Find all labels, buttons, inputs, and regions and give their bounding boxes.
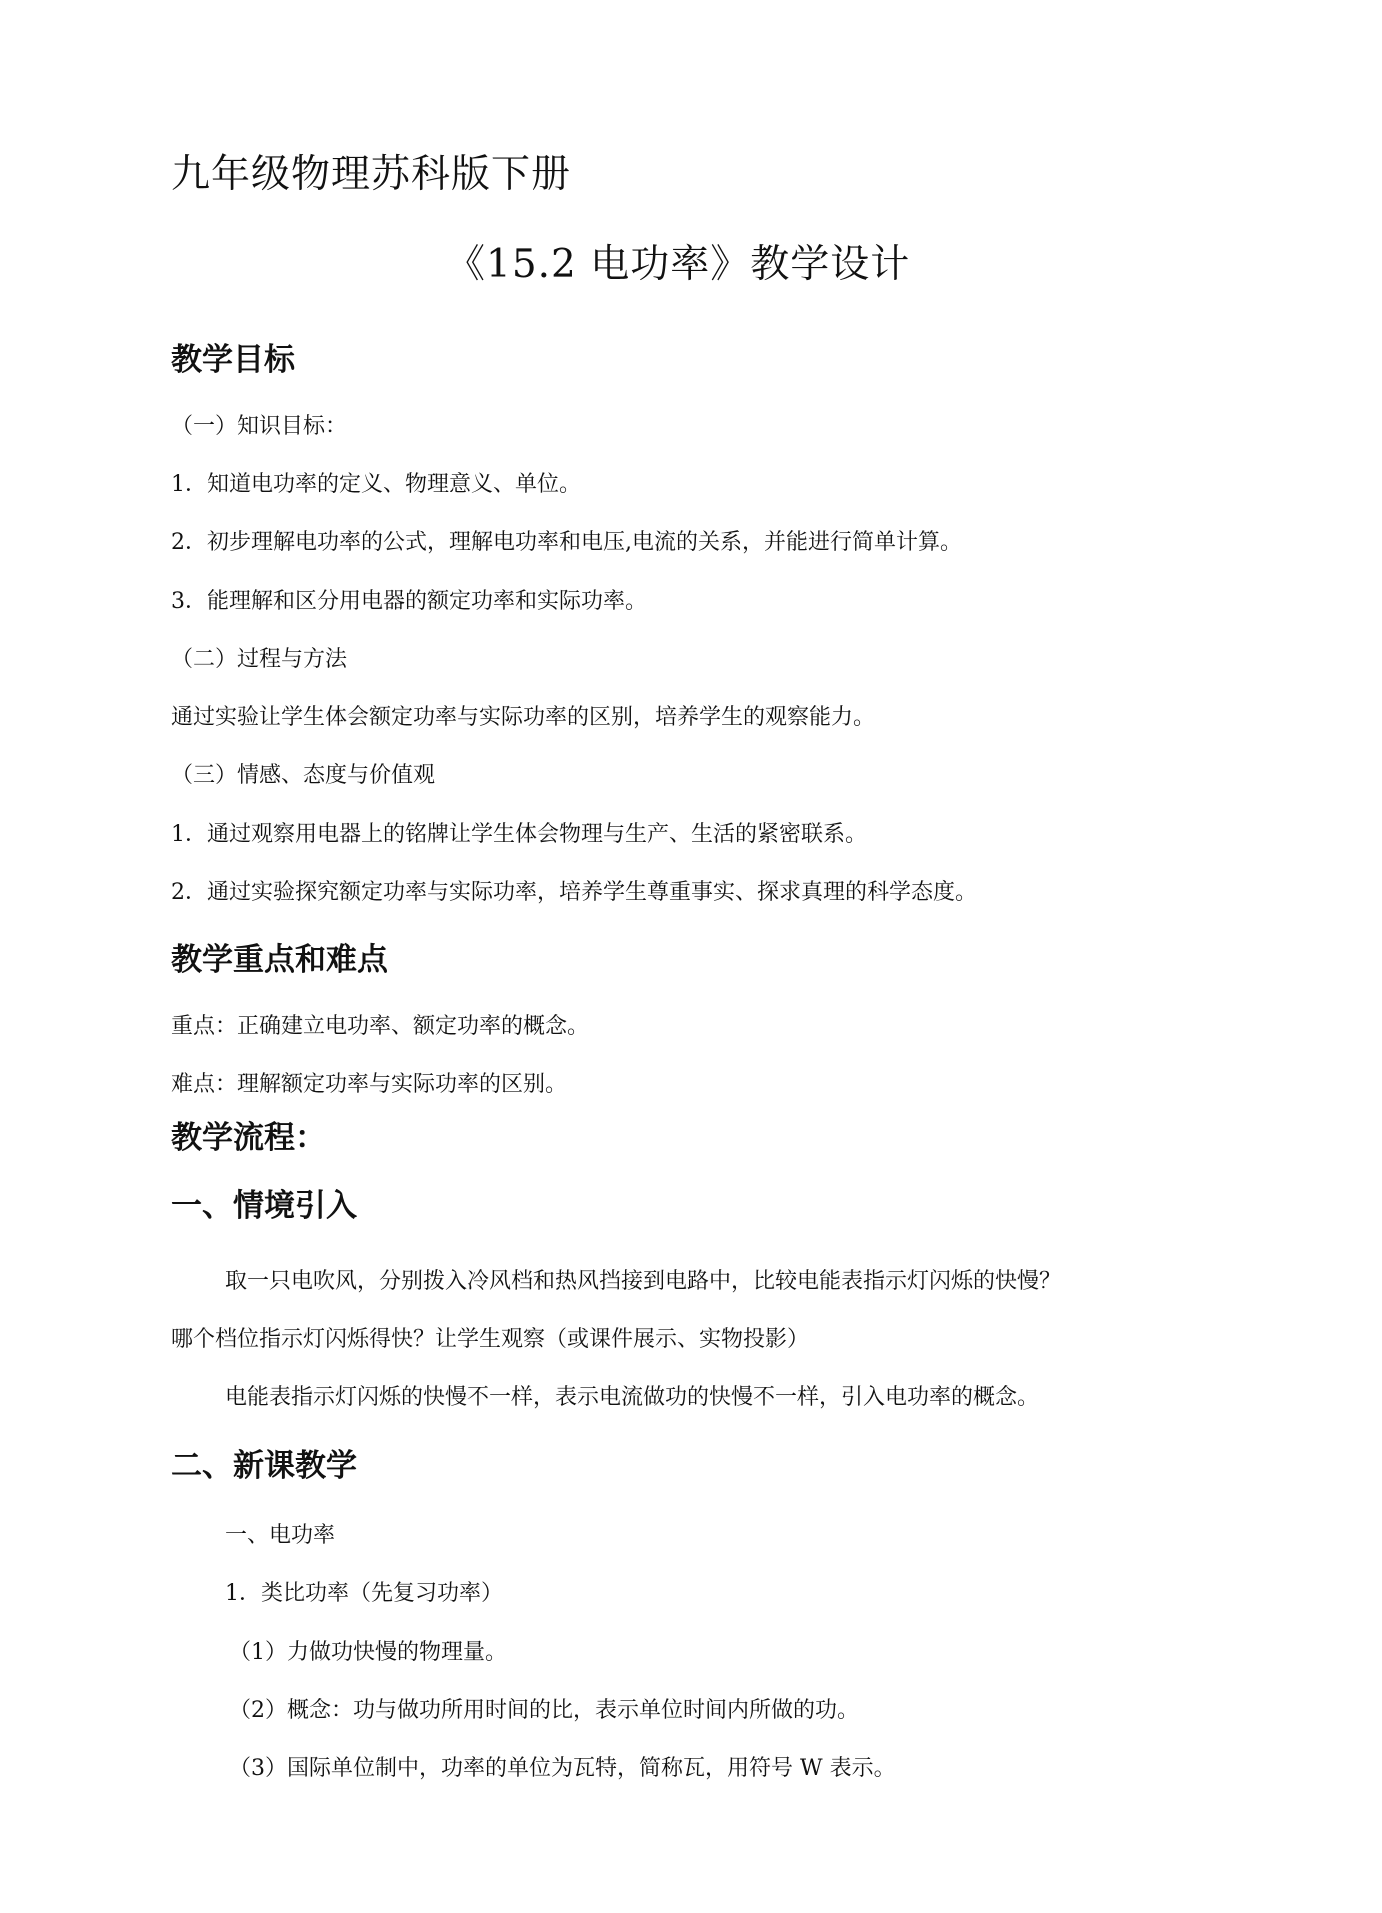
attitude-item-2: 2．通过实验探究额定功率与实际功率，培养学生尊重事实、探求真理的科学态度。 xyxy=(171,880,977,905)
new-lesson-heading: 二、新课教学 xyxy=(171,1448,357,1484)
flow-heading: 教学流程： xyxy=(171,1120,326,1156)
key-points-heading: 教学重点和难点 xyxy=(171,942,388,978)
list-item-3: （3）国际单位制中，功率的单位为瓦特，简称瓦，用符号 W 表示。 xyxy=(229,1756,896,1781)
knowledge-goal-label: （一）知识目标： xyxy=(171,414,348,439)
knowledge-item-1: 1．知道电功率的定义、物理意义、单位。 xyxy=(171,472,581,497)
attitude-goal-label: （三）情感、态度与价值观 xyxy=(171,763,436,788)
process-text: 通过实验让学生体会额定功率与实际功率的区别，培养学生的观察能力。 xyxy=(171,705,876,730)
knowledge-item-3: 3．能理解和区分用电器的额定功率和实际功率。 xyxy=(171,589,647,614)
process-goal-label: （二）过程与方法 xyxy=(171,647,348,672)
goals-heading: 教学目标 xyxy=(171,342,295,378)
knowledge-item-2: 2．初步理解电功率的公式，理解电功率和电压,电流的关系，并能进行简单计算。 xyxy=(171,530,962,555)
analogy-text: 1．类比功率（先复习功率） xyxy=(225,1581,503,1606)
attitude-item-1: 1．通过观察用电器上的铭牌让学生体会物理与生产、生活的紧密联系。 xyxy=(171,822,867,847)
power-subheading: 一、电功率 xyxy=(225,1523,336,1548)
document-subtitle: 《15.2 电功率》教学设计 xyxy=(446,242,911,287)
list-item-1: （1）力做功快慢的物理量。 xyxy=(229,1640,507,1665)
difficult-point-text: 难点：理解额定功率与实际功率的区别。 xyxy=(171,1072,568,1097)
intro-paragraph-2: 电能表指示灯闪烁的快慢不一样，表示电流做功的快慢不一样，引入电功率的概念。 xyxy=(225,1385,1040,1410)
key-point-text: 重点：正确建立电功率、额定功率的概念。 xyxy=(171,1014,590,1039)
intro-paragraph-1a: 取一只电吹风，分别拨入冷风档和热风挡接到电路中，比较电能表指示灯闪烁的快慢？ xyxy=(225,1269,1062,1294)
list-item-2: （2）概念：功与做功所用时间的比，表示单位时间内所做的功。 xyxy=(229,1698,859,1723)
intro-paragraph-1b: 哪个档位指示灯闪烁得快？让学生观察（或课件展示、实物投影） xyxy=(171,1327,810,1352)
document-title: 九年级物理苏科版下册 xyxy=(171,152,572,197)
intro-heading: 一、情境引入 xyxy=(171,1188,357,1224)
